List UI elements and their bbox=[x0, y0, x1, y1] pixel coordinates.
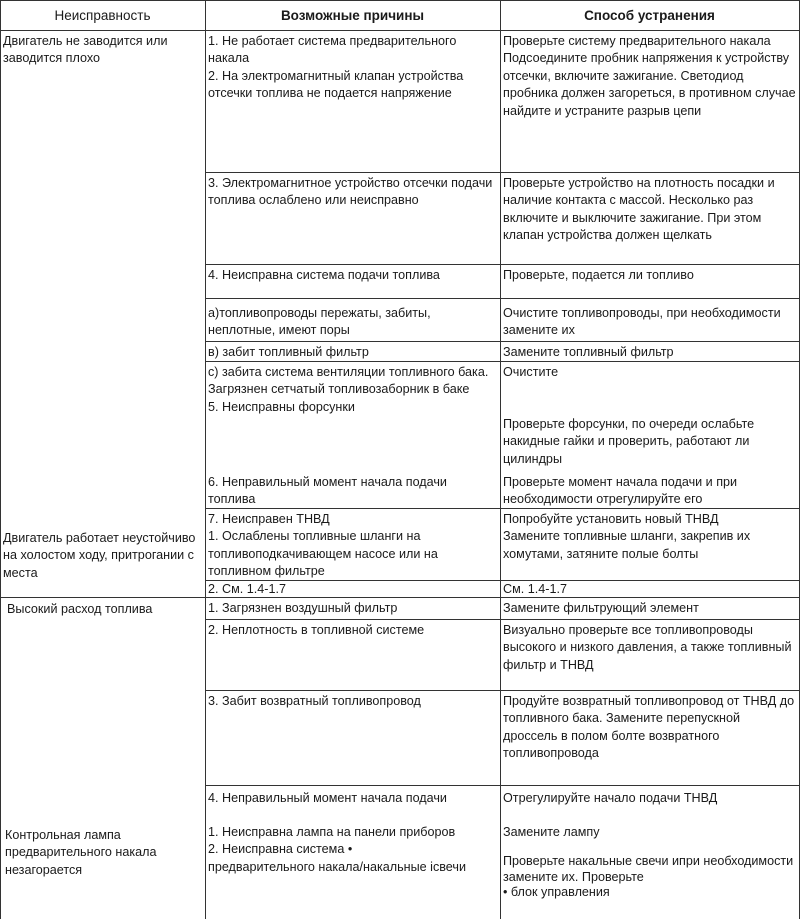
cause-row-11: 3. Забит возвратный топливопровод bbox=[208, 694, 421, 708]
cause-row-6b: 6. Неправильный момент начала подачи топлива bbox=[208, 475, 447, 507]
remedy-row-13b: Проверьте накальные свечи ипри необходимости замените их. Проверьте • блок управления bbox=[503, 854, 794, 899]
cause-row-5: в) забит топливный фильтр bbox=[208, 345, 369, 359]
remedy-row-7: Попробуйте установить новый ТНВД Замените топливные шланги, закрепив их хомутами, затяните полые болты bbox=[503, 512, 751, 561]
cause-row-12: 4. Неправильный момент начала подачи bbox=[208, 791, 447, 805]
cause-row-8: 2. См. 1.4-1.7 bbox=[208, 582, 286, 596]
remedy-row-13a: Замените лампу bbox=[503, 825, 600, 839]
cause-row-9: 1. Загрязнен воздушный фильтр bbox=[208, 601, 398, 615]
fault-unstable-idle: Двигатель работает неустойчиво на холостом ходу, притрогании с места bbox=[3, 531, 196, 580]
header-fault: Неисправность bbox=[54, 7, 151, 23]
cause-row-4: а)топливопроводы пережаты, забиты, неплотные, имеют поры bbox=[208, 306, 431, 338]
cause-row-10: 2. Неплотность в топливной системе bbox=[208, 623, 425, 637]
remedy-row-11: Продуйте возвратный топливопровод от ТНВД до топливного бака. Замените перепускной дроссель в полом болте возвратного топливопровода bbox=[503, 694, 795, 761]
remedy-row-1: Проверьте систему предварительного накала Подсоедините пробник напряжения к устройству отсечки, включите зажигание. Светодиод пробника должен загореться, в противном случае найдите и устраните разрыв цепи bbox=[503, 34, 796, 118]
fault-engine-not-starting: Двигатель не заводится или заводится плохо bbox=[3, 34, 168, 66]
remedy-row-9: Замените фильтрующий элемент bbox=[503, 601, 699, 615]
remedy-row-6b: Проверьте форсунки, по очереди ослабьте накидные гайки и проверить, работают ли цилиндры bbox=[503, 417, 755, 466]
remedy-row-6: Очистите bbox=[503, 365, 559, 379]
remedy-row-4: Очистите топливопроводы, при необходимости замените их bbox=[503, 306, 781, 338]
remedy-row-10: Визуально проверьте все топливопроводы высокого и низкого давления, а также топливный фильтр и ТНВД bbox=[503, 623, 792, 672]
header-causes: Возможные причины bbox=[280, 7, 425, 23]
cause-row-1: 1. Не работает система предварительного накала 2. На электромагнитный клапан устройства отсечки топлива не подается напряжение bbox=[208, 34, 464, 101]
remedy-row-12: Отрегулируйте начало подачи ТНВД bbox=[503, 791, 718, 805]
remedy-row-5: Замените топливный фильтр bbox=[503, 345, 674, 359]
cause-row-3: 4. Неисправна система подачи топлива bbox=[208, 268, 440, 282]
grid-line bbox=[0, 0, 1, 919]
grid-line bbox=[205, 785, 800, 786]
cause-row-2: 3. Электромагнитное устройство отсечки подачи топлива ослаблено или неисправно bbox=[208, 176, 493, 208]
remedy-row-8: См. 1.4-1.7 bbox=[503, 582, 567, 596]
cause-row-6: с) забита система вентиляции топливного бака. Загрязнен сетчатый топливозаборник в баке 5. Неисправны форсунки bbox=[208, 365, 489, 414]
remedy-row-6c: Проверьте момент начала подачи и при необходимости отрегулируйте его bbox=[503, 475, 738, 507]
fault-high-fuel-consumption: Высокий расход топлива bbox=[7, 602, 153, 616]
header-remedy: Способ устранения bbox=[584, 7, 715, 23]
remedy-row-3: Проверьте, подается ли топливо bbox=[503, 268, 694, 282]
fault-glow-lamp-not-lit: Контрольная лампа предварительного накала незагорается bbox=[5, 828, 157, 877]
cause-row-7: 7. Неисправен ТНВД 1. Ослаблены топливные шланги на топливоподкачивающем насосе или на топливном фильтре bbox=[208, 512, 438, 579]
remedy-row-2: Проверьте устройство на плотность посадки и наличие контакта с массой. Несколько раз включите и выключите зажигание. При этом клапан устройства должен щелкать bbox=[503, 176, 775, 243]
cause-row-13: 1. Неисправна лампа на панели приборов 2. Неисправна система • предварительного накала/накальные iсвечи bbox=[208, 825, 466, 874]
grid-line bbox=[205, 298, 800, 299]
